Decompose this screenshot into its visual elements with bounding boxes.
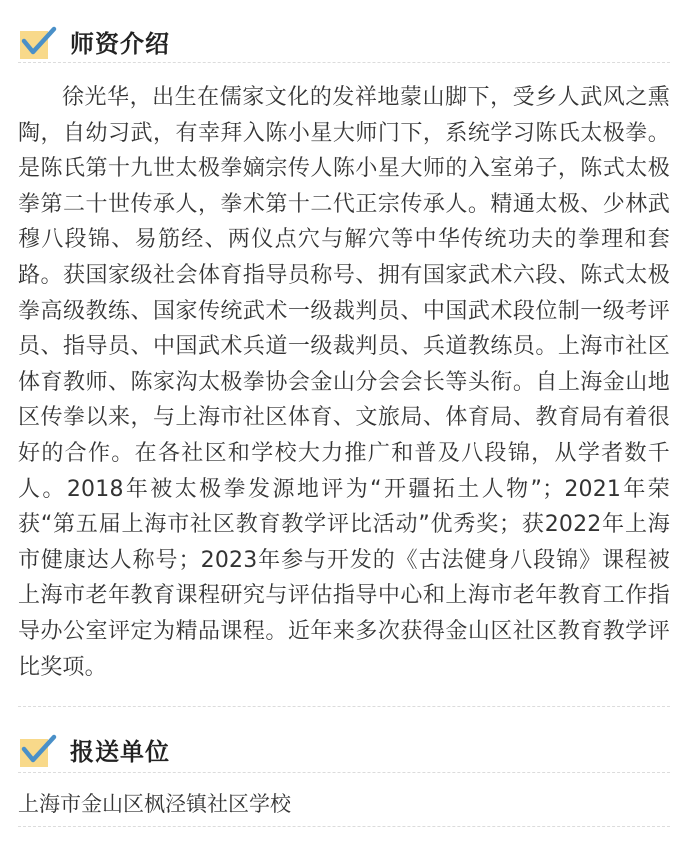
divider: [18, 826, 670, 827]
checkmark-icon: [18, 733, 54, 767]
divider: [18, 62, 670, 63]
teacher-bio-paragraph: 徐光华，出生在儒家文化的发祥地蒙山脚下，受乡人武风之熏陶，自幼习武，有幸拜入陈小星大师门下，系统学习陈氏太极拳。是陈氏第十九世太极拳嫡宗传人陈小星大师的入室弟子，陈式太极拳第二十世传承人，拳术第十二代正宗传承人。精通太极、少林武穆八段锦、易筋经、两仪点穴与解穴等中华传统功夫的拳理和套路。获国家级社会体育指导员称号、拥有国家武术六段、陈式太极拳高级教练、国家传统武术一级裁判员、中国武术段位制一级考评员、指导员、中国武术兵道一级裁判员、兵道教练员。上海市社区体育教师、陈家沟太极拳协会金山分会会长等头衔。自上海金山地区传拳以来，与上海市社区体育、文旅局、体育局、教育局有着很好的合作。在各社区和学校大力推广和普及八段锦，从学者数千人。2018年被太极拳发源地评为“开疆拓土人物”；2021年荣获“第五届上海市社区教育教学评比活动”优秀奖；获2022年上海市健康达人称号；2023年参与开发的《古法健身八段锦》课程被上海市老年教育课程研究与评估指导中心和上海市老年教育工作指导办公室评定为精品课程。近年来多次获得金山区社区教育教学评比奖项。: [18, 85, 670, 680]
submitting-unit-header: [18, 732, 170, 767]
submitting-unit-title: 报送单位: [70, 738, 170, 766]
teacher-intro-title: 师资介绍: [70, 30, 170, 58]
submitting-unit-name: 上海市金山区枫泾镇社区学校: [18, 792, 291, 816]
divider: [18, 772, 670, 773]
checkmark-icon: [18, 25, 54, 59]
divider: [18, 706, 670, 707]
teacher-intro-header: [18, 24, 170, 59]
